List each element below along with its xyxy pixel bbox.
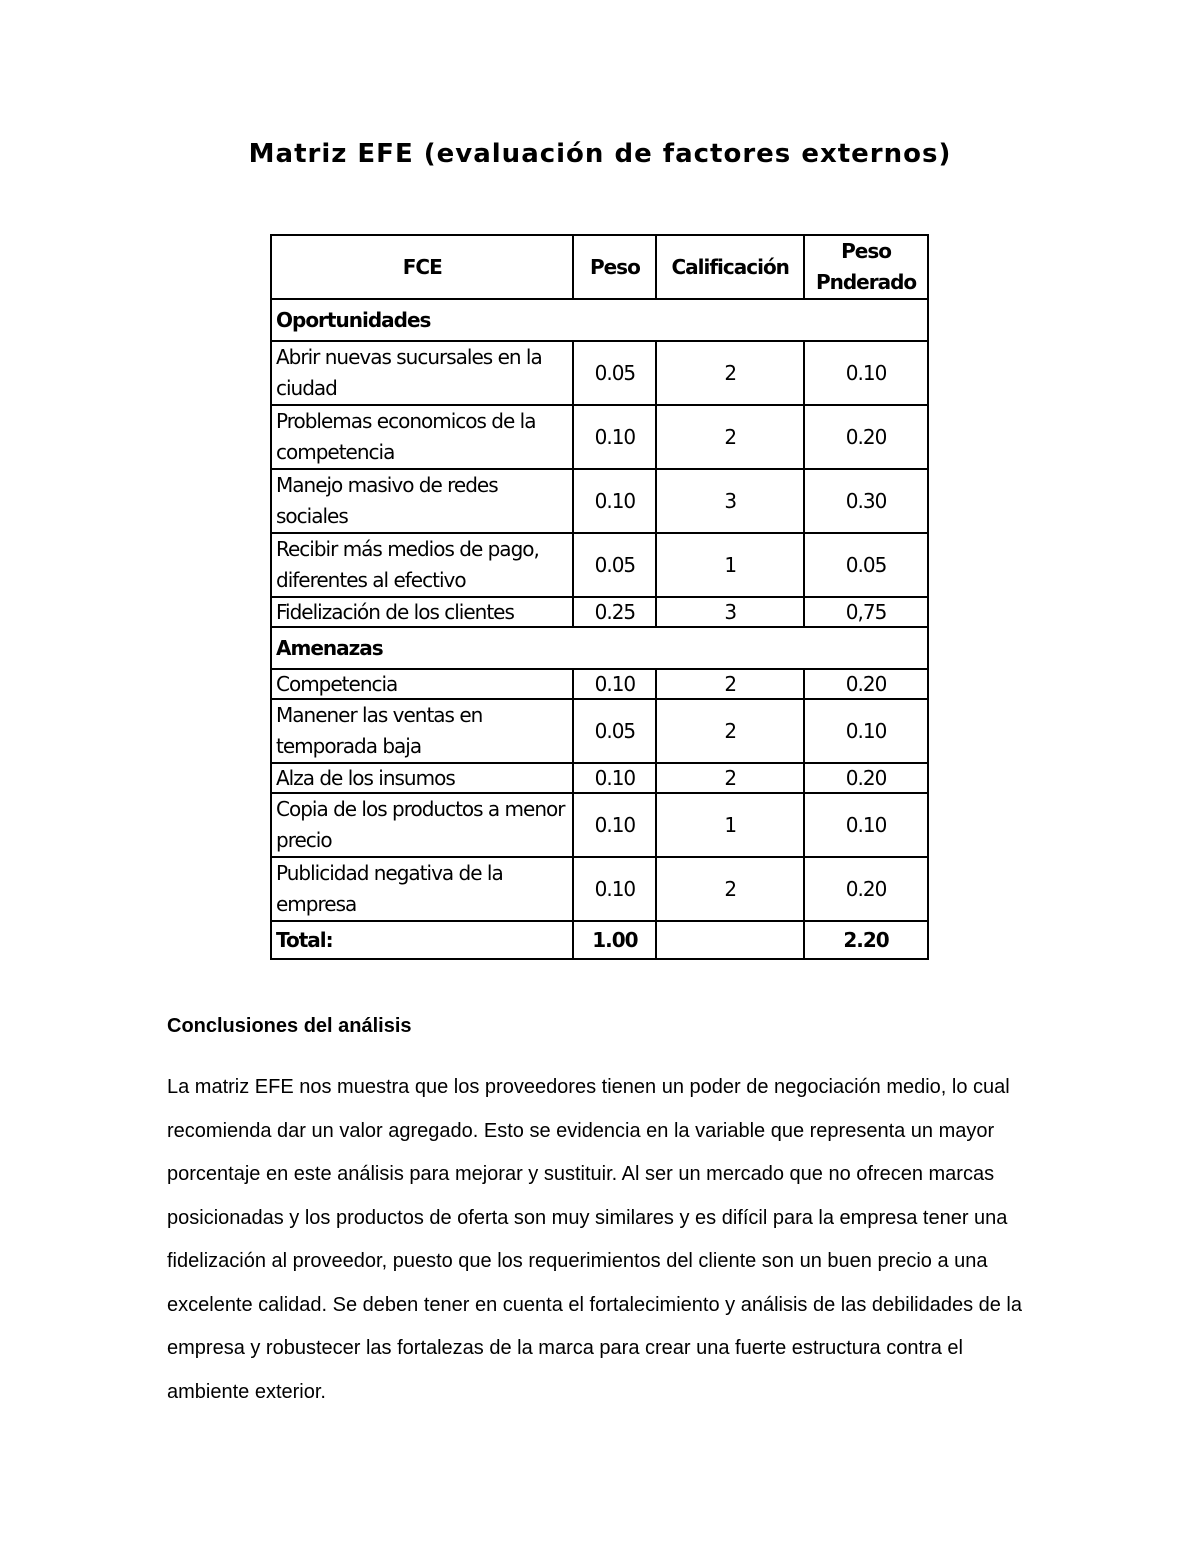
- total-calificacion: [656, 921, 804, 959]
- section-label: Amenazas: [271, 627, 928, 669]
- page-title: Matriz EFE (evaluación de factores externos): [248, 139, 952, 169]
- ponderado-cell: 0.20: [804, 669, 928, 699]
- header-fce: FCE: [271, 235, 573, 299]
- conclusions-heading: Conclusiones del análisis: [167, 1015, 412, 1037]
- fce-cell: Publicidad negativa de la empresa: [271, 857, 573, 921]
- ponderado-cell: 0.20: [804, 405, 928, 469]
- ponderado-cell: 0.10: [804, 341, 928, 405]
- table-row: [271, 469, 928, 533]
- section-row-oportunidades: [271, 299, 928, 341]
- peso-cell: 0.10: [573, 857, 656, 921]
- fce-cell: Manejo masivo de redes sociales: [271, 469, 573, 533]
- total-label: Total:: [271, 921, 573, 959]
- table-row: [271, 341, 928, 405]
- calificacion-cell: 1: [656, 533, 804, 597]
- calificacion-cell: 3: [656, 469, 804, 533]
- table-row: [271, 597, 928, 627]
- calificacion-cell: 2: [656, 341, 804, 405]
- total-row: [271, 921, 928, 959]
- fce-cell: Problemas economicos de la competencia: [271, 405, 573, 469]
- table-row: [271, 857, 928, 921]
- calificacion-cell: 3: [656, 597, 804, 627]
- calificacion-cell: 1: [656, 793, 804, 857]
- section-row-amenazas: [271, 627, 928, 669]
- ponderado-cell: 0.05: [804, 533, 928, 597]
- peso-cell: 0.10: [573, 405, 656, 469]
- calificacion-cell: 2: [656, 405, 804, 469]
- table-row: [271, 533, 928, 597]
- total-peso: 1.00: [573, 921, 656, 959]
- table-header-row: [271, 235, 928, 299]
- fce-cell: Manener las ventas en temporada baja: [271, 699, 573, 763]
- fce-cell: Copia de los productos a menor precio: [271, 793, 573, 857]
- efe-matrix-table: [270, 234, 929, 960]
- conclusions-section: [167, 1010, 1047, 1414]
- header-peso: Peso: [573, 235, 656, 299]
- fce-cell: Abrir nuevas sucursales en la ciudad: [271, 341, 573, 405]
- peso-cell: 0.10: [573, 669, 656, 699]
- calificacion-cell: 2: [656, 763, 804, 793]
- peso-cell: 0.05: [573, 533, 656, 597]
- peso-cell: 0.10: [573, 763, 656, 793]
- peso-cell: 0.05: [573, 341, 656, 405]
- section-label: Oportunidades: [271, 299, 928, 341]
- ponderado-cell: 0.10: [804, 699, 928, 763]
- ponderado-cell: 0.20: [804, 857, 928, 921]
- fce-cell: Competencia: [271, 669, 573, 699]
- table-row: [271, 763, 928, 793]
- ponderado-cell: 0.30: [804, 469, 928, 533]
- table-row: [271, 793, 928, 857]
- conclusions-body: La matriz EFE nos muestra que los proveedores tienen un poder de negociación medio, lo cual recomienda dar un valor agregado. Esto se evidencia en la variable que representa un mayor porcentaje en este análisis para mejorar y sustituir. Al ser un mercado que no ofrecen marcas posicionadas y los productos de oferta son muy similares y es difícil para la empresa tener una fidelización al proveedor, puesto que los requerimientos del cliente son un buen precio a una excelente calidad. Se deben tener en cuenta el fortalecimiento y análisis de las debilidades de la empresa y robustecer las fortalezas de la marca para crear una fuerte estructura contra el ambiente exterior.: [167, 1076, 1022, 1403]
- calificacion-cell: 2: [656, 669, 804, 699]
- table-row: [271, 405, 928, 469]
- peso-cell: 0.10: [573, 793, 656, 857]
- peso-cell: 0.10: [573, 469, 656, 533]
- table-row: [271, 669, 928, 699]
- fce-cell: Alza de los insumos: [271, 763, 573, 793]
- fce-cell: Recibir más medios de pago, diferentes al efectivo: [271, 533, 573, 597]
- calificacion-cell: 2: [656, 857, 804, 921]
- ponderado-cell: 0.20: [804, 763, 928, 793]
- header-calificacion: Calificación: [656, 235, 804, 299]
- total-ponderado: 2.20: [804, 921, 928, 959]
- calificacion-cell: 2: [656, 699, 804, 763]
- header-peso-ponderado: Peso Pnderado: [804, 235, 928, 299]
- peso-cell: 0.25: [573, 597, 656, 627]
- table-row: [271, 699, 928, 763]
- ponderado-cell: 0,75: [804, 597, 928, 627]
- peso-cell: 0.05: [573, 699, 656, 763]
- fce-cell: Fidelización de los clientes: [271, 597, 573, 627]
- ponderado-cell: 0.10: [804, 793, 928, 857]
